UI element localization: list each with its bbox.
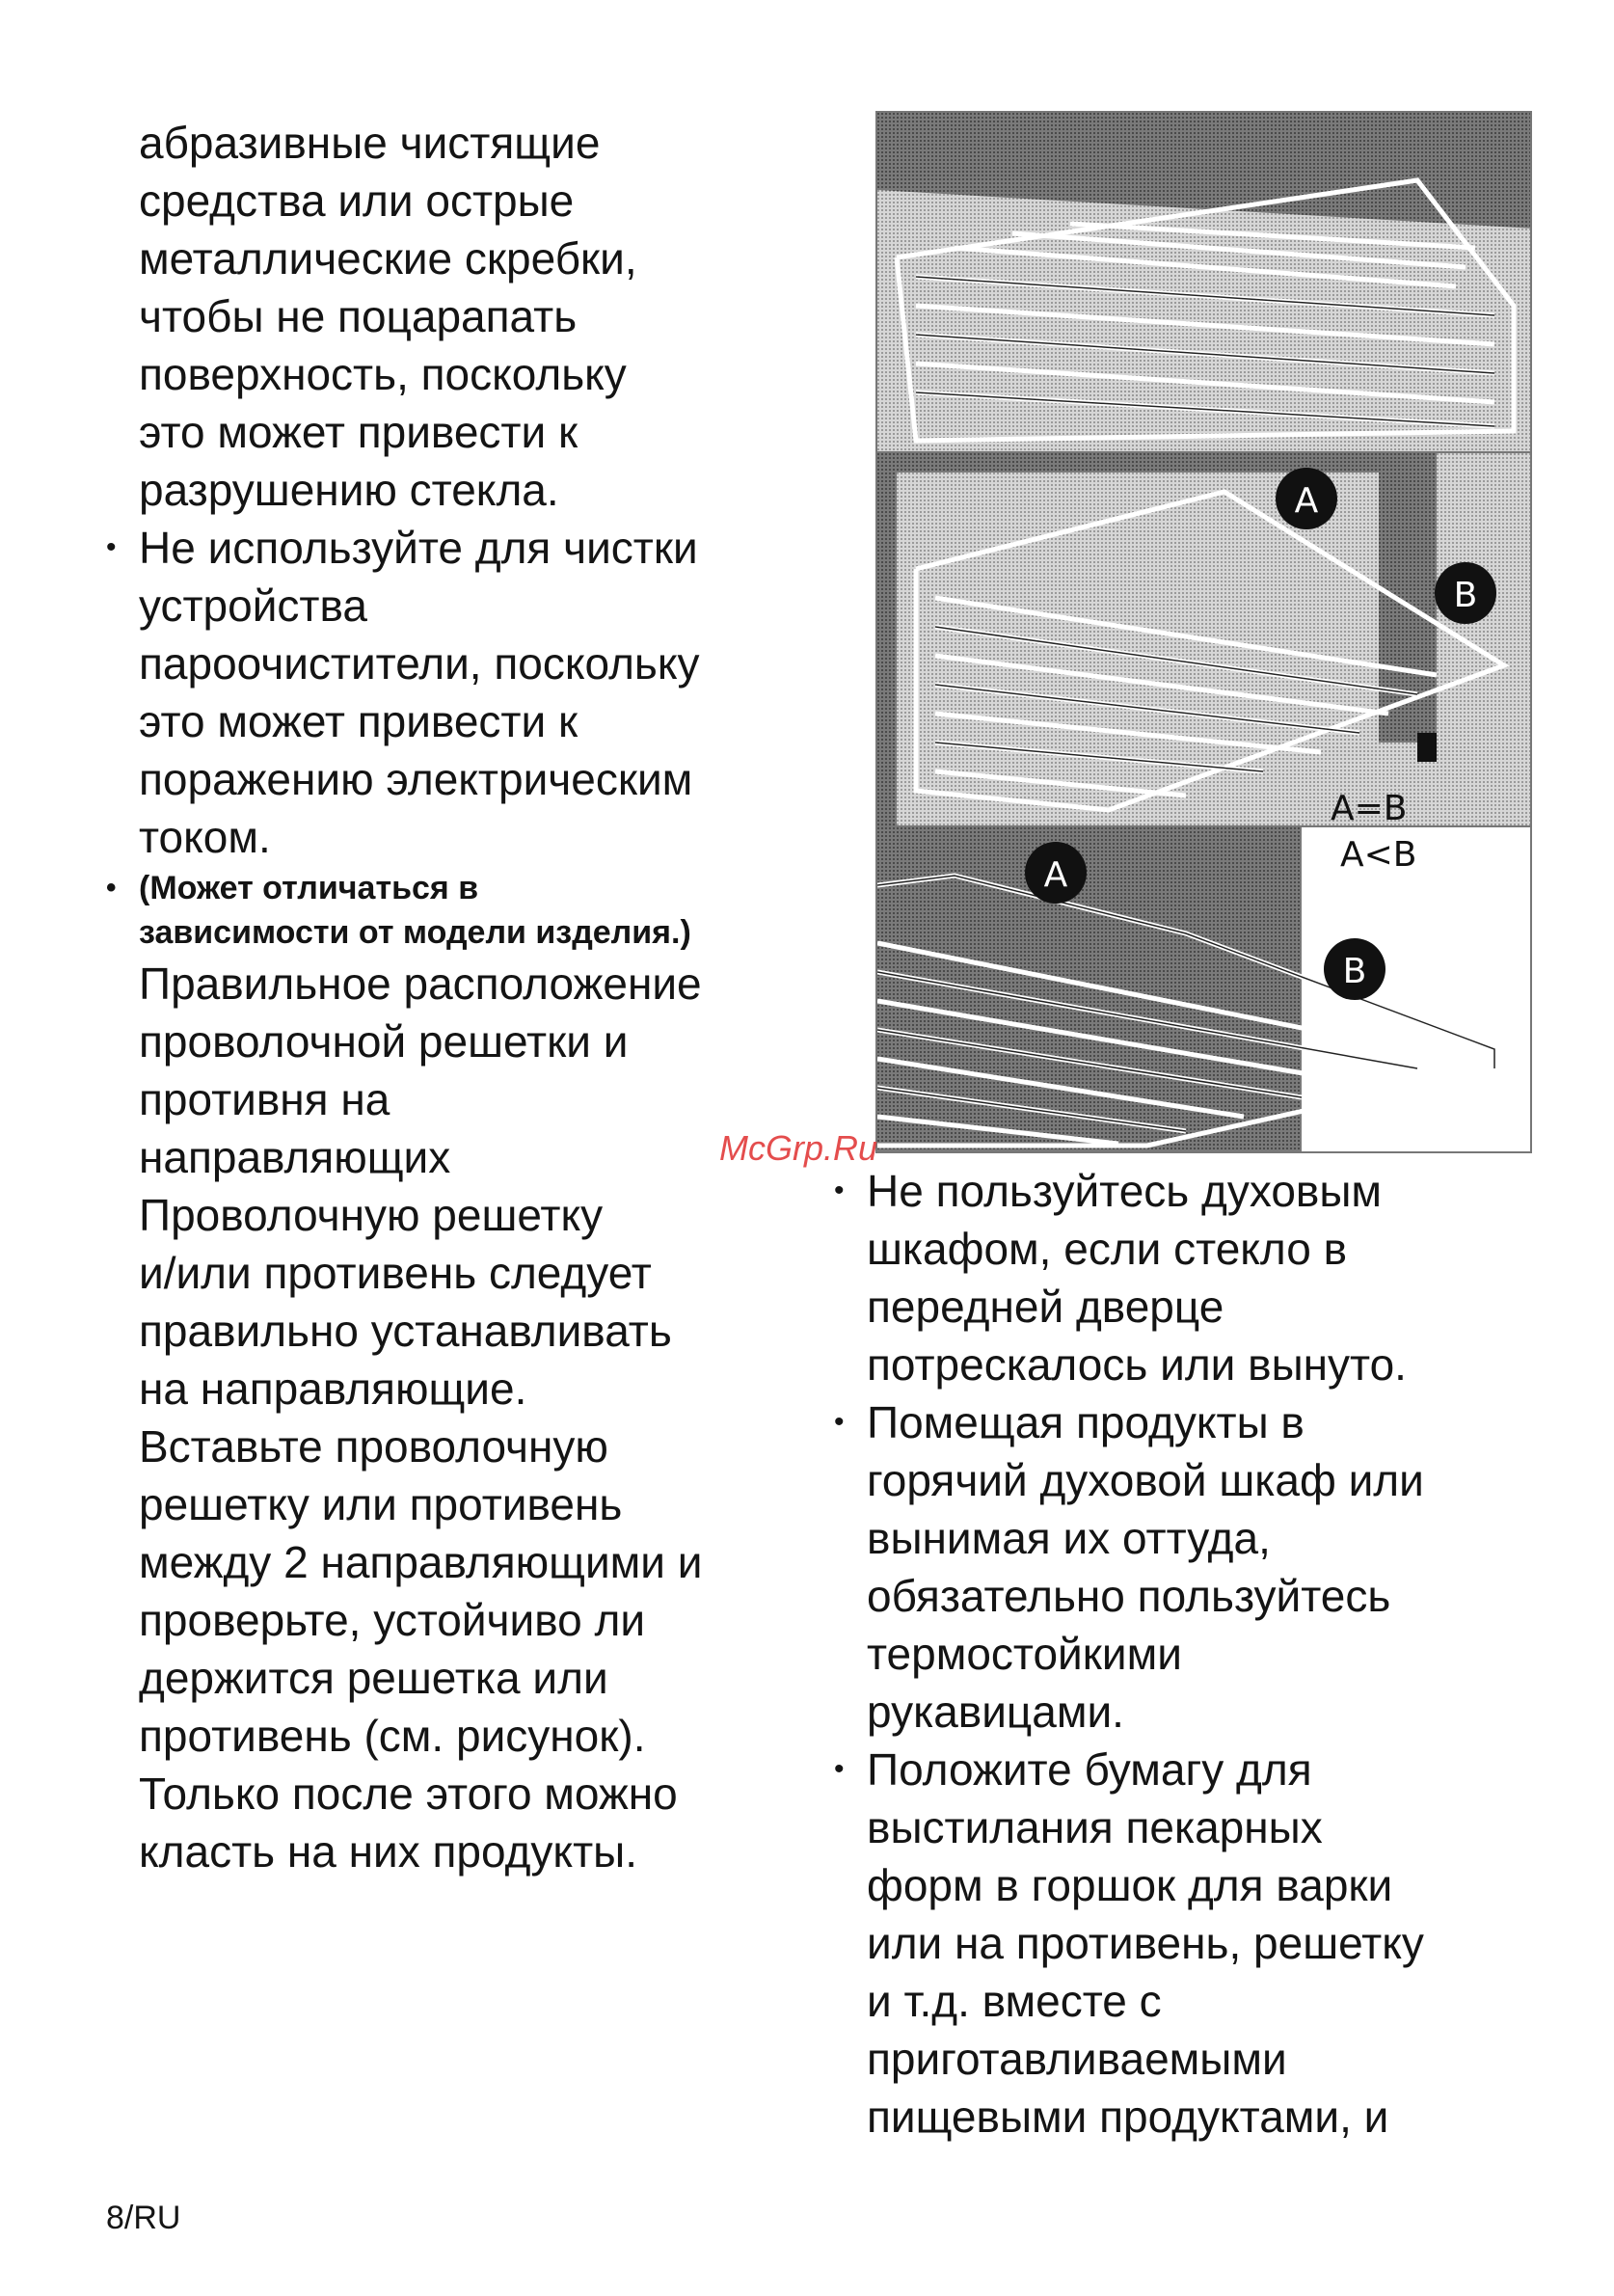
text-line: средства или острые (139, 176, 575, 226)
text-line: направляющих (139, 1132, 451, 1182)
text-line: устройства (139, 581, 367, 631)
text-line: класть на них продукты. (139, 1826, 637, 1877)
text-line: форм в горшок для варки (867, 1860, 1393, 1910)
text-line: зависимости от модели изделия.) (139, 914, 691, 951)
text-line: между 2 направляющими и (139, 1537, 703, 1587)
label-b: B (1342, 952, 1367, 991)
text-line: рукавицами. (867, 1687, 1124, 1737)
text-line: Правильное расположение (139, 959, 702, 1009)
text-line: правильно устанавливать (139, 1306, 672, 1356)
figure-panel-rack-top (875, 111, 1532, 453)
text-line: Положите бумагу для (867, 1744, 1312, 1795)
text-line: абразивные чистящие (139, 118, 601, 168)
label-b: B (1453, 576, 1478, 615)
intro-paragraph (96, 114, 829, 519)
text-line: обязательно пользуйтесь (867, 1571, 1391, 1621)
text-line: на направляющие. (139, 1364, 527, 1414)
left-column (96, 114, 829, 1880)
text-line: выстилания пекарных (867, 1802, 1323, 1852)
label-a: A (1294, 481, 1319, 521)
text-line: это может привести к (139, 696, 578, 746)
text-line: термостойкими (867, 1629, 1182, 1679)
bullet-dot-icon: • (834, 1175, 845, 1206)
text-line: поражению электрическим (139, 754, 693, 804)
wire-rack-illustration (877, 113, 1532, 453)
text-line: чтобы не поцарапать (139, 291, 578, 341)
text-line: пароочистители, поскольку (139, 638, 700, 689)
text-line: и т.д. вместе с (867, 1976, 1162, 2026)
text-line: (Может отличаться в (139, 870, 479, 906)
text-line: шкафом, если стекло в (867, 1224, 1348, 1274)
rack-position-less-illustration (877, 827, 1532, 1153)
text-line: противня на (139, 1074, 390, 1124)
text-line: передней дверце (867, 1282, 1224, 1332)
text-line: металлические скребки, (139, 233, 637, 284)
text-line: Не используйте для чистки (139, 523, 698, 573)
watermark: McGrp.Ru (719, 1128, 878, 1168)
text-line: Проволочную решетку (139, 1190, 604, 1240)
bullet-list (96, 519, 829, 866)
text-line: разрушению стекла. (139, 465, 559, 515)
text-line: и/или противень следует (139, 1248, 652, 1298)
bullet-dot-icon: • (106, 531, 117, 563)
bullet-dot-icon: • (834, 1406, 845, 1438)
text-line: решетку или противень (139, 1479, 623, 1529)
label-a: A (1043, 855, 1068, 895)
figure-panel-less (875, 825, 1532, 1153)
rack-position-equal-illustration (877, 453, 1532, 827)
text-line: это может привести к (139, 407, 578, 457)
text-line: проверьте, устойчиво ли (139, 1595, 646, 1645)
right-column (824, 1162, 1596, 2146)
caption-equal: A=B (1331, 789, 1408, 827)
model-note (96, 866, 829, 955)
caption-less: A<B (1340, 835, 1417, 875)
bullet-dot-icon: • (834, 1753, 845, 1785)
bullet-dot-icon: • (106, 872, 117, 904)
page-number: 8/RU (106, 2200, 181, 2236)
text-line: Вставьте проволочную (139, 1421, 608, 1472)
body-paragraph (96, 955, 829, 1880)
bullet-item (824, 1162, 1596, 1393)
text-line: потрескалось или вынуто. (867, 1339, 1407, 1390)
text-line: Не пользуйтесь духовым (867, 1166, 1383, 1216)
bullet-item (824, 1393, 1596, 1741)
figure-panel-equal (875, 451, 1532, 827)
rack-figure (875, 111, 1532, 1153)
text-line: Только после этого можно (139, 1769, 678, 1819)
bullet-item (824, 1741, 1596, 2146)
bullet-list (824, 1162, 1596, 2146)
text-line: током. (139, 812, 271, 862)
text-line: или на противень, решетку (867, 1918, 1424, 1968)
text-line: Помещая продукты в (867, 1397, 1305, 1447)
text-line: пищевыми продуктами, и (867, 2092, 1389, 2142)
bullet-item (96, 866, 829, 955)
text-line: горячий духовой шкаф или (867, 1455, 1424, 1505)
text-line: поверхность, поскольку (139, 349, 627, 399)
text-line: противень (см. рисунок). (139, 1711, 646, 1761)
text-line: вынимая их оттуда, (867, 1513, 1271, 1563)
text-line: проволочной решетки и (139, 1016, 629, 1067)
bullet-item (96, 519, 829, 866)
text-line: держится решетка или (139, 1653, 608, 1703)
text-line: приготавливаемыми (867, 2034, 1287, 2084)
